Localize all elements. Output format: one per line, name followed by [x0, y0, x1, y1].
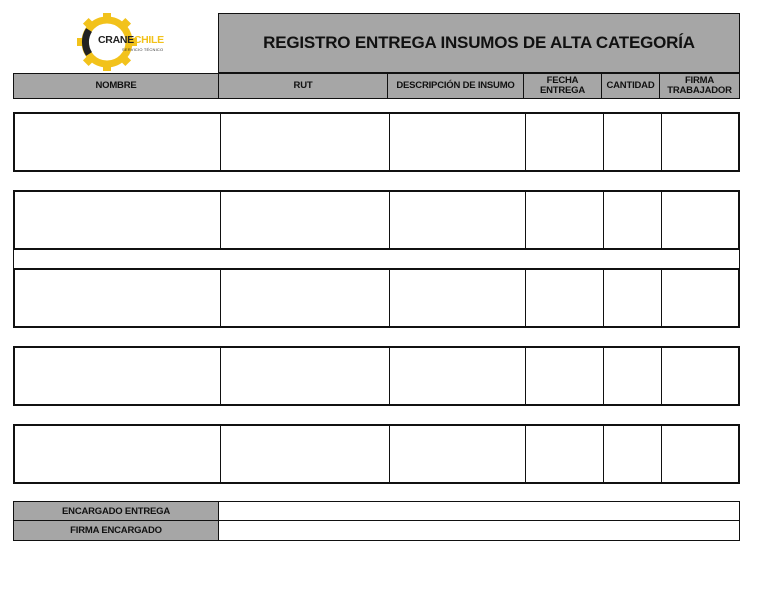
table-row [13, 190, 740, 250]
cell-nombre[interactable] [15, 426, 221, 482]
cell-firma-trabajador[interactable] [662, 270, 738, 326]
table-row [13, 424, 740, 484]
col-header-rut: RUT [218, 73, 388, 99]
firma-encargado-field[interactable] [218, 520, 740, 541]
cell-nombre[interactable] [15, 348, 221, 404]
encargado-entrega-field[interactable] [218, 501, 740, 521]
col-header-nombre: NOMBRE [13, 73, 219, 99]
cell-cantidad[interactable] [604, 270, 662, 326]
col-header-firma-trabajador: FIRMA TRABAJADOR [659, 73, 740, 99]
table-row [13, 268, 740, 328]
firma-encargado-label: FIRMA ENCARGADO [13, 520, 219, 541]
cell-fecha-entrega[interactable] [526, 114, 604, 170]
logo-tagline: SERVICIO TÉCNICO [122, 47, 164, 52]
cell-descripcion[interactable] [390, 270, 526, 326]
cell-firma-trabajador[interactable] [662, 114, 738, 170]
table-row [13, 112, 740, 172]
page-title: REGISTRO ENTREGA INSUMOS DE ALTA CATEGORÍA [218, 13, 740, 73]
cell-fecha-entrega[interactable] [526, 348, 604, 404]
row-separator-box [13, 248, 740, 270]
cell-descripcion[interactable] [390, 348, 526, 404]
cell-firma-trabajador[interactable] [662, 426, 738, 482]
cell-cantidad[interactable] [604, 426, 662, 482]
company-logo [76, 13, 172, 71]
col-header-cantidad: CANTIDAD [601, 73, 660, 99]
logo-brand-crane: CRANE [98, 34, 134, 46]
encargado-entrega-label: ENCARGADO ENTREGA [13, 501, 219, 521]
cell-nombre[interactable] [15, 270, 221, 326]
cell-descripcion[interactable] [390, 114, 526, 170]
cell-rut[interactable] [221, 348, 390, 404]
cell-cantidad[interactable] [604, 192, 662, 248]
cell-fecha-entrega[interactable] [526, 270, 604, 326]
cell-nombre[interactable] [15, 114, 221, 170]
cell-cantidad[interactable] [604, 348, 662, 404]
cell-descripcion[interactable] [390, 192, 526, 248]
cell-fecha-entrega[interactable] [526, 426, 604, 482]
col-header-descripcion: DESCRIPCIÓN DE INSUMO [387, 73, 524, 99]
cell-rut[interactable] [221, 426, 390, 482]
cell-firma-trabajador[interactable] [662, 348, 738, 404]
cell-fecha-entrega[interactable] [526, 192, 604, 248]
cell-firma-trabajador[interactable] [662, 192, 738, 248]
col-header-fecha-entrega: FECHA ENTREGA [523, 73, 602, 99]
cell-rut[interactable] [221, 192, 390, 248]
table-row [13, 346, 740, 406]
cell-descripcion[interactable] [390, 426, 526, 482]
logo-brand-chile: CHILE [133, 34, 164, 46]
cell-cantidad[interactable] [604, 114, 662, 170]
cell-rut[interactable] [221, 270, 390, 326]
cell-rut[interactable] [221, 114, 390, 170]
cell-nombre[interactable] [15, 192, 221, 248]
